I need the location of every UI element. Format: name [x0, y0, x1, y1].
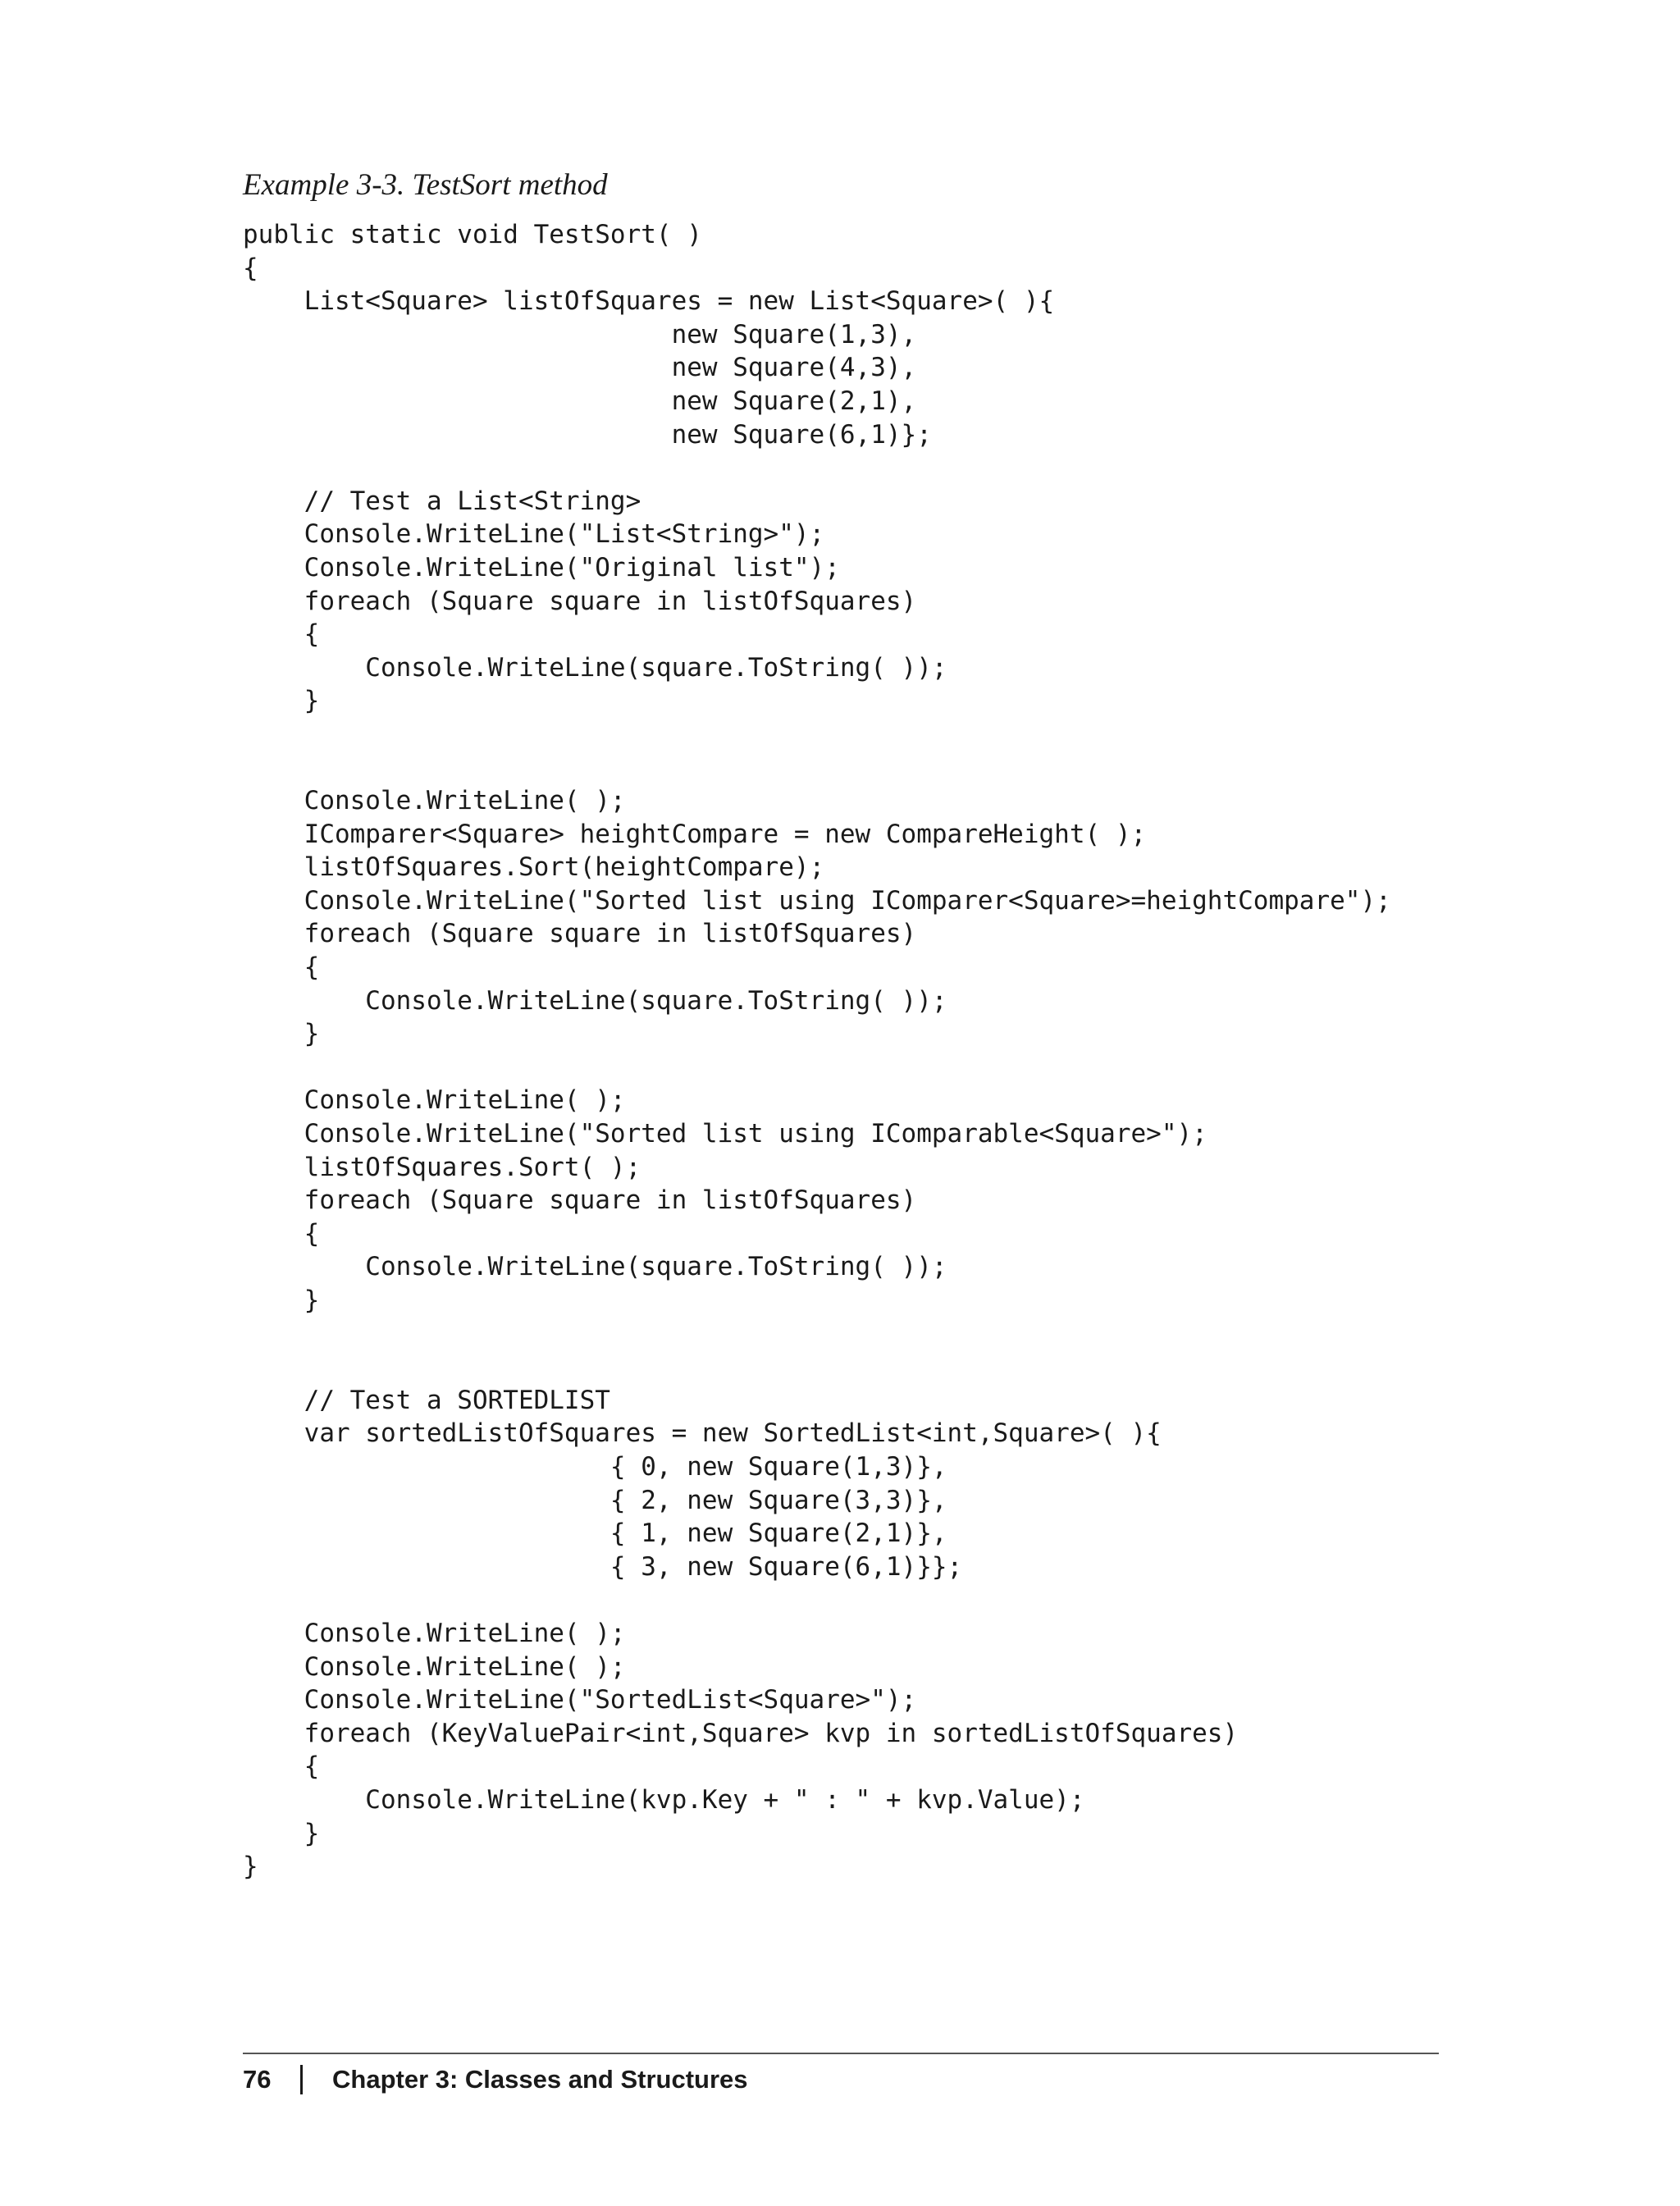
- page-footer: [243, 2059, 748, 2100]
- code-line: List<Square> listOfSquares = new List<Square>( ){: [243, 286, 1055, 317]
- code-line: { 2, new Square(3,3)},: [243, 1485, 947, 1515]
- code-line: Console.WriteLine( );: [243, 1618, 626, 1648]
- code-line: foreach (KeyValuePair<int,Square> kvp in sortedListOfSquares): [243, 1718, 1239, 1748]
- code-line: [243, 1051, 1391, 1085]
- code-line: Console.WriteLine("Sorted list using IComparable<Square>");: [243, 1119, 1208, 1149]
- code-line: Console.WriteLine("Sorted list using IComparer<Square>=heightCompare");: [243, 885, 1391, 916]
- code-line: listOfSquares.Sort( );: [243, 1152, 641, 1182]
- code-listing: [243, 218, 1391, 1884]
- code-line: Console.WriteLine( );: [243, 1651, 626, 1682]
- code-line: new Square(2,1),: [243, 386, 917, 416]
- code-line: new Square(1,3),: [243, 319, 917, 349]
- page-number: 76: [243, 2065, 272, 2094]
- code-line: [243, 718, 1391, 751]
- code-line: }: [243, 1852, 258, 1882]
- chapter-title: Chapter 3: Classes and Structures: [332, 2065, 748, 2094]
- code-line: {: [243, 1752, 320, 1782]
- code-line: }: [243, 1818, 320, 1848]
- code-line: foreach (Square square in listOfSquares): [243, 1185, 917, 1216]
- code-line: [243, 751, 1391, 785]
- code-line: Console.WriteLine(kvp.Key + " : " + kvp.Value);: [243, 1784, 1085, 1815]
- code-line: // Test a List<String>: [243, 486, 641, 516]
- code-line: Console.WriteLine("Original list");: [243, 552, 840, 582]
- code-line: [243, 1350, 1391, 1384]
- code-line: Console.WriteLine(square.ToString( ));: [243, 1252, 947, 1282]
- footer-separator: [300, 2065, 303, 2094]
- code-line: foreach (Square square in listOfSquares): [243, 586, 917, 616]
- footer-rule: [243, 2053, 1439, 2054]
- code-line: Console.WriteLine( );: [243, 1085, 626, 1116]
- code-line: Console.WriteLine( );: [243, 786, 626, 816]
- code-line: { 1, new Square(2,1)},: [243, 1519, 947, 1549]
- code-line: Console.WriteLine(square.ToString( ));: [243, 985, 947, 1016]
- code-line: { 0, new Square(1,3)},: [243, 1451, 947, 1482]
- code-line: Console.WriteLine("List<String>");: [243, 519, 825, 550]
- example-caption: Example 3-3. TestSort method: [243, 168, 608, 202]
- code-line: listOfSquares.Sort(heightCompare);: [243, 852, 825, 883]
- code-line: public static void TestSort( ): [243, 220, 702, 249]
- code-line: var sortedListOfSquares = new SortedList<int,Square>( ){: [243, 1418, 1162, 1449]
- code-line: new Square(4,3),: [243, 353, 917, 383]
- code-line: IComparer<Square> heightCompare = new CompareHeight( );: [243, 819, 1147, 849]
- code-line: new Square(6,1)};: [243, 419, 932, 450]
- code-line: }: [243, 1019, 320, 1049]
- code-line: Console.WriteLine("SortedList<Square>");: [243, 1685, 917, 1715]
- code-line: foreach (Square square in listOfSquares): [243, 919, 917, 949]
- code-line: {: [243, 253, 258, 283]
- code-line: [243, 1583, 1391, 1617]
- code-line: {: [243, 952, 320, 983]
- code-line: // Test a SORTEDLIST: [243, 1385, 610, 1415]
- code-line: [243, 1318, 1391, 1351]
- code-line: [243, 451, 1391, 485]
- code-line: }: [243, 686, 320, 716]
- code-line: { 3, new Square(6,1)}};: [243, 1551, 963, 1582]
- code-line: Console.WriteLine(square.ToString( ));: [243, 652, 947, 683]
- code-line: {: [243, 1218, 320, 1249]
- code-line: }: [243, 1286, 320, 1315]
- code-line: {: [243, 619, 320, 650]
